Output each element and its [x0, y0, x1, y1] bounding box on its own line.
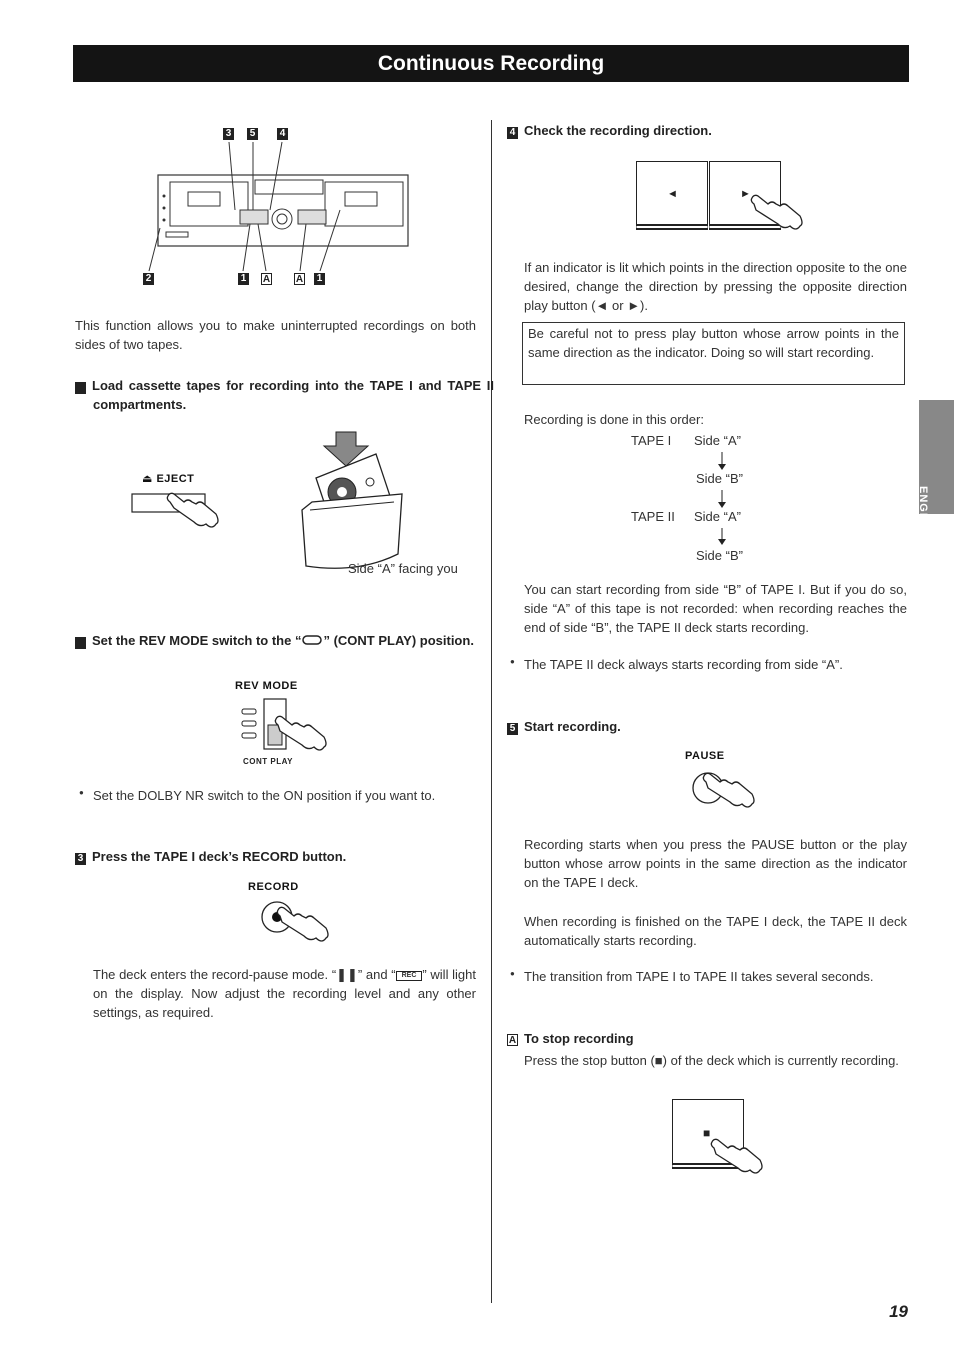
step-1-text: Load cassette tapes for recording into the TAPE I and TAPE II compartments.	[92, 378, 494, 412]
stop-paragraph: Press the stop button (■) of the deck which is currently recording.	[524, 1053, 899, 1068]
order-intro: Recording is done in this order:	[524, 412, 704, 427]
page-number: 19	[889, 1302, 908, 1321]
language-tab	[917, 400, 954, 542]
step-2-text-b: ” (CONT PLAY) position.	[323, 633, 474, 648]
eject-label: ⏏ EJECT	[142, 473, 195, 485]
cassette-load-icon	[300, 430, 410, 570]
callout-3: 3	[223, 128, 234, 140]
page-title: Continuous Recording	[73, 45, 909, 82]
stop-letter: A	[508, 1035, 517, 1046]
callout-a-right: A	[295, 274, 304, 285]
warning-box: Be careful not to press play button whose arrow points in the same direction as the indicator. Doing so will start recording.	[522, 322, 905, 385]
record-button-icon	[258, 898, 333, 960]
intro-paragraph: This function allows you to make uninterrupted recordings on both sides of two tapes.	[75, 318, 476, 352]
step-5-paragraph-1: Recording starts when you press the PAUSE button or the play button whose arrow points in the same direction as the indicator on the TAPE I deck.	[524, 837, 907, 890]
step-5-text: Start recording.	[524, 719, 621, 734]
pause-button-icon	[690, 768, 760, 820]
step-4-paragraph: If an indicator is lit which points in the direction opposite to the one desired, change the direction by pressing the opposite direction play button (◄ or ►).	[524, 260, 907, 313]
deck-diagram	[140, 126, 420, 291]
order-side-2: Side “B”	[696, 471, 743, 486]
step-3-number: 3	[75, 853, 86, 865]
step-1-heading	[68, 376, 494, 414]
column-divider	[491, 120, 492, 1303]
callout-5: 5	[247, 128, 258, 140]
play-reverse-button[interactable]	[636, 161, 708, 230]
step-4-heading	[507, 121, 712, 140]
step-3-para-a: The deck enters the record-pause mode. “❚❚” and “	[93, 967, 396, 982]
cont-play-symbol-icon	[301, 635, 323, 645]
step-5-paragraph-2: When recording is finished on the TAPE I deck, the TAPE II deck automatically starts recording.	[524, 914, 907, 948]
step-5-number: 5	[507, 723, 518, 735]
step-4-number: 4	[507, 127, 518, 139]
rec-badge: REC	[396, 971, 423, 981]
step-3-heading	[75, 847, 346, 866]
order-arrows-icon	[716, 452, 728, 547]
order-tape-1: TAPE I	[631, 433, 672, 448]
stop-heading-text: To stop recording	[524, 1031, 634, 1046]
step-5-heading	[507, 717, 621, 736]
order-bullet	[524, 657, 843, 672]
order-side-3: Side “A”	[694, 509, 741, 524]
cassette-caption: Side “A” facing you	[348, 561, 458, 576]
step-3-text: Press the TAPE I deck’s RECORD button.	[92, 849, 347, 864]
step-3-para-b: ” will light on the display. Now adjust the recording level and any other settings, as required.	[93, 967, 476, 1020]
dolby-bullet	[93, 788, 435, 803]
cont-play-label: CONT PLAY	[243, 757, 293, 766]
transition-bullet	[524, 969, 873, 984]
step-3-paragraph	[93, 965, 476, 1022]
stop-heading	[507, 1029, 634, 1048]
language-tab-label: ENGLISH	[917, 486, 929, 542]
transition-bullet-text: ● The transition from TAPE I to TAPE II takes several seconds.	[524, 969, 873, 984]
rev-mode-switch-icon	[236, 695, 331, 760]
play-forward-arrow-icon: ►	[740, 188, 751, 200]
pause-label: PAUSE	[685, 750, 725, 762]
hand-pointer-icon	[750, 194, 805, 242]
eject-button-icon	[130, 488, 220, 543]
rev-mode-label: REV MODE	[235, 680, 298, 692]
order-side-4: Side “B”	[696, 548, 743, 563]
stop-hand-icon	[710, 1138, 768, 1184]
step-4-text: Check the recording direction.	[524, 123, 712, 138]
order-bullet-text: ● The TAPE II deck always starts recording from side “A”.	[524, 657, 843, 672]
order-side-1: Side “A”	[694, 433, 741, 448]
callout-1-left: 1	[238, 273, 249, 285]
step-2-number: 2	[75, 637, 86, 649]
step-1-number: 1	[75, 382, 86, 394]
callout-2: 2	[143, 273, 154, 285]
callout-4: 4	[277, 128, 288, 140]
step-2-text-a: Set the REV MODE switch to the “	[92, 633, 302, 648]
order-tape-2: TAPE II	[631, 509, 675, 524]
step-2-heading	[68, 631, 494, 650]
callout-1-right: 1	[314, 273, 325, 285]
dolby-bullet-text: ● Set the DOLBY NR switch to the ON position if you want to.	[93, 788, 435, 803]
deck-front-panel	[140, 126, 420, 291]
callout-a-left: A	[262, 274, 271, 285]
order-paragraph: You can start recording from side “B” of TAPE I. But if you do so, side “A” of this tape is not recorded: when recording reaches the end of side “B”, the TAPE II deck starts recording.	[524, 582, 907, 635]
record-label: RECORD	[248, 881, 299, 893]
play-reverse-arrow-icon: ◄	[667, 188, 678, 200]
stop-square-icon: ■	[703, 1126, 711, 1140]
